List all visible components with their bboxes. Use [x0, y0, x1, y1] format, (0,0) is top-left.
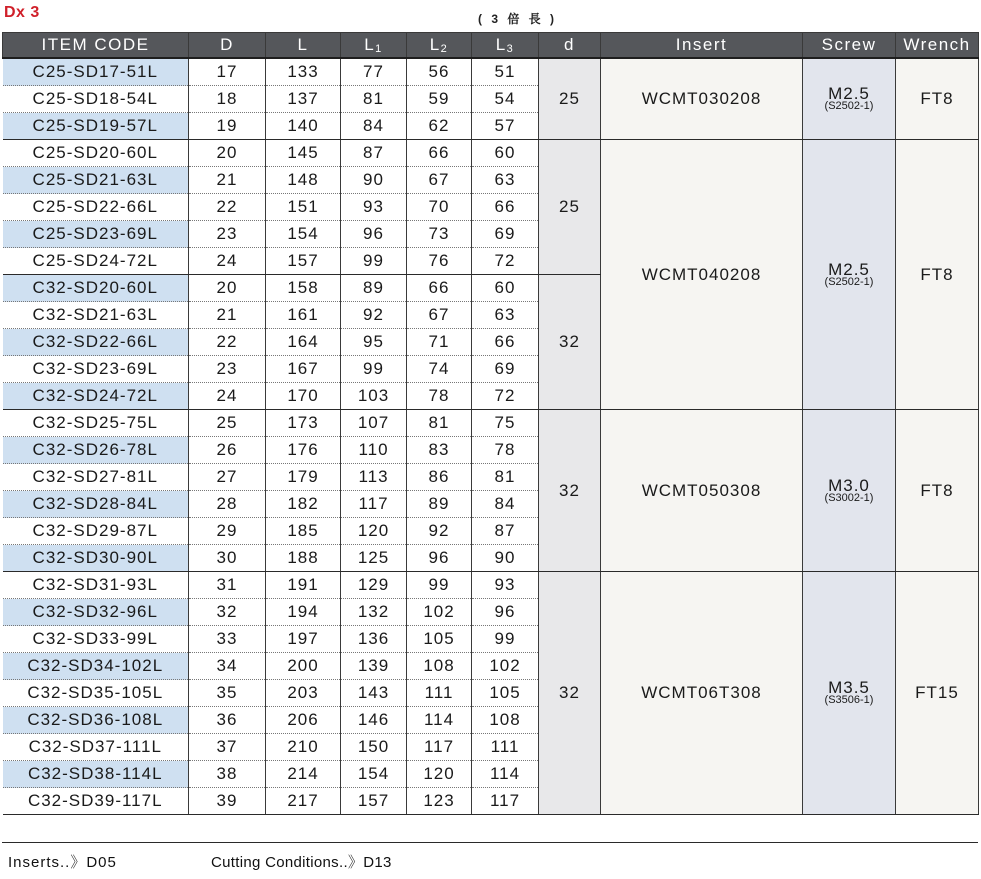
- dim-L2-cell: 96: [407, 545, 472, 572]
- dim-L-cell: 173: [266, 410, 341, 437]
- spec-table: [2, 32, 979, 815]
- wrench-cell: FT8: [896, 140, 979, 410]
- dim-L3-cell: 105: [472, 680, 539, 707]
- dim-L3-cell: 102: [472, 653, 539, 680]
- dim-D-cell: 27: [189, 464, 266, 491]
- dim-D-cell: 37: [189, 734, 266, 761]
- dim-L3-cell: 69: [472, 356, 539, 383]
- dim-L1-cell: 120: [341, 518, 407, 545]
- item-code-cell: C25-SD20-60L: [3, 140, 189, 167]
- dim-L2-cell: 71: [407, 329, 472, 356]
- dim-L3-cell: 66: [472, 194, 539, 221]
- dim-L1-cell: 117: [341, 491, 407, 518]
- wrench-cell: FT8: [896, 410, 979, 572]
- dim-L1-cell: 92: [341, 302, 407, 329]
- header-screw: Screw: [803, 33, 896, 59]
- shank-diameter-cell: 25: [539, 140, 601, 275]
- header-item-code: ITEM CODE: [3, 33, 189, 59]
- dim-L1-cell: 132: [341, 599, 407, 626]
- table-row: [3, 58, 979, 86]
- shank-diameter-cell: 32: [539, 410, 601, 572]
- dim-L3-cell: 66: [472, 329, 539, 356]
- dim-L1-cell: 89: [341, 275, 407, 302]
- dim-L-cell: 188: [266, 545, 341, 572]
- dim-L3-cell: 90: [472, 545, 539, 572]
- header-d: d: [539, 33, 601, 59]
- dim-L2-cell: 67: [407, 167, 472, 194]
- header-L2: [407, 33, 472, 59]
- shank-diameter-cell: 25: [539, 58, 601, 140]
- dim-L3-cell: 108: [472, 707, 539, 734]
- dim-L1-cell: 146: [341, 707, 407, 734]
- item-code-cell: C25-SD17-51L: [3, 58, 189, 86]
- header-L2-main: L: [429, 35, 441, 54]
- shank-diameter-cell: 32: [539, 275, 601, 410]
- dim-L2-cell: 78: [407, 383, 472, 410]
- spec-table-body: [3, 58, 979, 815]
- dim-L2-cell: 62: [407, 113, 472, 140]
- dim-L-cell: 176: [266, 437, 341, 464]
- dim-D-cell: 21: [189, 302, 266, 329]
- insert-cell: WCMT06T308: [601, 572, 803, 815]
- header-L1-sub: 1: [375, 43, 383, 55]
- dim-L1-cell: 87: [341, 140, 407, 167]
- header-L1: [341, 33, 407, 59]
- dim-L-cell: 151: [266, 194, 341, 221]
- cutting-conditions-reference: Cutting Conditions..》D13: [211, 854, 392, 871]
- dim-L2-cell: 123: [407, 788, 472, 815]
- dim-D-cell: 21: [189, 167, 266, 194]
- dim-L3-cell: 72: [472, 383, 539, 410]
- item-code-cell: C32-SD26-78L: [3, 437, 189, 464]
- dim-L-cell: 164: [266, 329, 341, 356]
- dim-L-cell: 167: [266, 356, 341, 383]
- dim-D-cell: 33: [189, 626, 266, 653]
- dim-L-cell: 157: [266, 248, 341, 275]
- dim-L1-cell: 150: [341, 734, 407, 761]
- dim-L-cell: 137: [266, 86, 341, 113]
- dim-L2-cell: 66: [407, 275, 472, 302]
- dim-L1-cell: 81: [341, 86, 407, 113]
- item-code-cell: C25-SD24-72L: [3, 248, 189, 275]
- dim-L-cell: 217: [266, 788, 341, 815]
- item-code-cell: C32-SD37-111L: [3, 734, 189, 761]
- dim-L1-cell: 84: [341, 113, 407, 140]
- dim-L1-cell: 113: [341, 464, 407, 491]
- dim-L-cell: 210: [266, 734, 341, 761]
- dim-L-cell: 154: [266, 221, 341, 248]
- dim-L2-cell: 92: [407, 518, 472, 545]
- dim-D-cell: 20: [189, 275, 266, 302]
- dim-L3-cell: 114: [472, 761, 539, 788]
- header-insert: Insert: [601, 33, 803, 59]
- header-L2-sub: 2: [440, 43, 449, 55]
- dim-D-cell: 19: [189, 113, 266, 140]
- dim-L-cell: 214: [266, 761, 341, 788]
- screw-size: M3.0: [828, 475, 870, 495]
- header-L3: [472, 33, 539, 59]
- table-row: [3, 410, 979, 437]
- dim-D-cell: 18: [189, 86, 266, 113]
- dim-L-cell: 206: [266, 707, 341, 734]
- screw-cell: [803, 410, 896, 572]
- dim-L1-cell: 154: [341, 761, 407, 788]
- item-code-cell: C32-SD30-90L: [3, 545, 189, 572]
- dim-L3-cell: 63: [472, 302, 539, 329]
- dim-L2-cell: 56: [407, 58, 472, 86]
- dim-D-cell: 22: [189, 329, 266, 356]
- dim-L3-cell: 81: [472, 464, 539, 491]
- dim-L3-cell: 84: [472, 491, 539, 518]
- dim-L2-cell: 117: [407, 734, 472, 761]
- dim-L-cell: 161: [266, 302, 341, 329]
- dim-L3-cell: 60: [472, 140, 539, 167]
- item-code-cell: C32-SD29-87L: [3, 518, 189, 545]
- dim-L3-cell: 111: [472, 734, 539, 761]
- dim-D-cell: 24: [189, 248, 266, 275]
- dim-D-cell: 36: [189, 707, 266, 734]
- dim-L3-cell: 93: [472, 572, 539, 599]
- dim-L2-cell: 67: [407, 302, 472, 329]
- item-code-cell: C32-SD28-84L: [3, 491, 189, 518]
- dim-L3-cell: 96: [472, 599, 539, 626]
- header-L3-sub: 3: [506, 43, 515, 55]
- dim-L-cell: 148: [266, 167, 341, 194]
- dim-L1-cell: 110: [341, 437, 407, 464]
- dim-L2-cell: 59: [407, 86, 472, 113]
- dim-D-cell: 23: [189, 356, 266, 383]
- item-code-cell: C32-SD25-75L: [3, 410, 189, 437]
- dim-D-cell: 23: [189, 221, 266, 248]
- dim-L1-cell: 90: [341, 167, 407, 194]
- dim-L3-cell: 69: [472, 221, 539, 248]
- dim-L2-cell: 99: [407, 572, 472, 599]
- screw-size: M2.5: [828, 84, 870, 103]
- dim-L2-cell: 89: [407, 491, 472, 518]
- item-code-cell: C25-SD22-66L: [3, 194, 189, 221]
- shank-diameter-cell: 32: [539, 572, 601, 815]
- dim-L2-cell: 114: [407, 707, 472, 734]
- header-row: [3, 33, 979, 59]
- insert-cell: WCMT050308: [601, 410, 803, 572]
- dim-L-cell: 200: [266, 653, 341, 680]
- dim-L3-cell: 72: [472, 248, 539, 275]
- item-code-cell: C32-SD36-108L: [3, 707, 189, 734]
- dim-L-cell: 170: [266, 383, 341, 410]
- dim-L2-cell: 66: [407, 140, 472, 167]
- dim-L3-cell: 63: [472, 167, 539, 194]
- dim-D-cell: 35: [189, 680, 266, 707]
- dim-D-cell: 24: [189, 383, 266, 410]
- dim-L2-cell: 108: [407, 653, 472, 680]
- insert-cell: WCMT040208: [601, 140, 803, 410]
- dim-L2-cell: 73: [407, 221, 472, 248]
- dim-D-cell: 32: [189, 599, 266, 626]
- dim-L3-cell: 54: [472, 86, 539, 113]
- item-code-cell: C32-SD23-69L: [3, 356, 189, 383]
- dim-D-cell: 25: [189, 410, 266, 437]
- item-code-cell: C32-SD31-93L: [3, 572, 189, 599]
- inserts-reference: Inserts..》D05: [8, 854, 117, 871]
- item-code-cell: C25-SD23-69L: [3, 221, 189, 248]
- dim-L3-cell: 57: [472, 113, 539, 140]
- dim-L2-cell: 70: [407, 194, 472, 221]
- dim-L-cell: 158: [266, 275, 341, 302]
- dim-L1-cell: 129: [341, 572, 407, 599]
- dim-D-cell: 26: [189, 437, 266, 464]
- screw-size: M2.5: [828, 259, 870, 279]
- dim-L-cell: 203: [266, 680, 341, 707]
- screw-cell: [803, 572, 896, 815]
- screw-cell: [803, 58, 896, 140]
- dim-D-cell: 29: [189, 518, 266, 545]
- item-code-cell: C32-SD22-66L: [3, 329, 189, 356]
- dim-L2-cell: 83: [407, 437, 472, 464]
- item-code-cell: C32-SD32-96L: [3, 599, 189, 626]
- dim-L3-cell: 87: [472, 518, 539, 545]
- item-code-cell: C25-SD19-57L: [3, 113, 189, 140]
- dim-D-cell: 22: [189, 194, 266, 221]
- dim-D-cell: 39: [189, 788, 266, 815]
- dim-L1-cell: 93: [341, 194, 407, 221]
- dim-L2-cell: 74: [407, 356, 472, 383]
- dim-L2-cell: 102: [407, 599, 472, 626]
- screw-part-number: (S2502-1): [824, 100, 874, 112]
- screw-cell: [803, 140, 896, 410]
- dim-L2-cell: 120: [407, 761, 472, 788]
- dim-L-cell: 194: [266, 599, 341, 626]
- dim-L-cell: 191: [266, 572, 341, 599]
- bottom-divider: [2, 842, 978, 843]
- item-code-cell: C32-SD35-105L: [3, 680, 189, 707]
- dim-L-cell: 140: [266, 113, 341, 140]
- item-code-cell: C32-SD20-60L: [3, 275, 189, 302]
- header-L1-main: L: [364, 35, 376, 54]
- dim-D-cell: 38: [189, 761, 266, 788]
- table-title: Dx 3: [4, 4, 40, 21]
- dim-L1-cell: 136: [341, 626, 407, 653]
- item-code-cell: C25-SD21-63L: [3, 167, 189, 194]
- dim-L2-cell: 111: [407, 680, 472, 707]
- dim-D-cell: 28: [189, 491, 266, 518]
- dim-L1-cell: 103: [341, 383, 407, 410]
- dim-L1-cell: 107: [341, 410, 407, 437]
- dim-L-cell: 133: [266, 58, 341, 86]
- item-code-cell: C32-SD34-102L: [3, 653, 189, 680]
- wrench-cell: FT15: [896, 572, 979, 815]
- dim-L-cell: 185: [266, 518, 341, 545]
- dim-L3-cell: 117: [472, 788, 539, 815]
- table-row: [3, 572, 979, 599]
- dim-D-cell: 31: [189, 572, 266, 599]
- insert-cell: WCMT030208: [601, 58, 803, 140]
- item-code-cell: C32-SD39-117L: [3, 788, 189, 815]
- dim-L2-cell: 81: [407, 410, 472, 437]
- dim-L1-cell: 96: [341, 221, 407, 248]
- wrench-cell: FT8: [896, 58, 979, 140]
- dim-L3-cell: 60: [472, 275, 539, 302]
- header-L: L: [266, 33, 341, 59]
- dim-L2-cell: 86: [407, 464, 472, 491]
- screw-part-number: (S3506-1): [824, 694, 874, 706]
- item-code-cell: C32-SD33-99L: [3, 626, 189, 653]
- screw-part-number: (S3002-1): [824, 491, 874, 504]
- dim-L3-cell: 75: [472, 410, 539, 437]
- dim-L1-cell: 125: [341, 545, 407, 572]
- screw-part-number: (S2502-1): [824, 275, 874, 288]
- dim-L1-cell: 95: [341, 329, 407, 356]
- dim-D-cell: 17: [189, 58, 266, 86]
- dim-L2-cell: 76: [407, 248, 472, 275]
- header-L3-main: L: [495, 35, 507, 54]
- dim-L1-cell: 99: [341, 356, 407, 383]
- table-subtitle: ( 3 倍 長 ): [478, 12, 558, 26]
- dim-L1-cell: 99: [341, 248, 407, 275]
- item-code-cell: C32-SD24-72L: [3, 383, 189, 410]
- dim-L3-cell: 99: [472, 626, 539, 653]
- item-code-cell: C25-SD18-54L: [3, 86, 189, 113]
- dim-D-cell: 34: [189, 653, 266, 680]
- item-code-cell: C32-SD38-114L: [3, 761, 189, 788]
- dim-L-cell: 145: [266, 140, 341, 167]
- dim-L3-cell: 78: [472, 437, 539, 464]
- dim-L3-cell: 51: [472, 58, 539, 86]
- dim-L-cell: 179: [266, 464, 341, 491]
- dim-L1-cell: 157: [341, 788, 407, 815]
- header-wrench: Wrench: [896, 33, 979, 59]
- screw-size: M3.5: [828, 678, 870, 697]
- table-row: [3, 140, 979, 167]
- dim-L2-cell: 105: [407, 626, 472, 653]
- item-code-cell: C32-SD21-63L: [3, 302, 189, 329]
- item-code-cell: C32-SD27-81L: [3, 464, 189, 491]
- dim-L1-cell: 139: [341, 653, 407, 680]
- header-D: D: [189, 33, 266, 59]
- dim-L1-cell: 77: [341, 58, 407, 86]
- dim-L-cell: 182: [266, 491, 341, 518]
- dim-L-cell: 197: [266, 626, 341, 653]
- dim-D-cell: 20: [189, 140, 266, 167]
- dim-L1-cell: 143: [341, 680, 407, 707]
- dim-D-cell: 30: [189, 545, 266, 572]
